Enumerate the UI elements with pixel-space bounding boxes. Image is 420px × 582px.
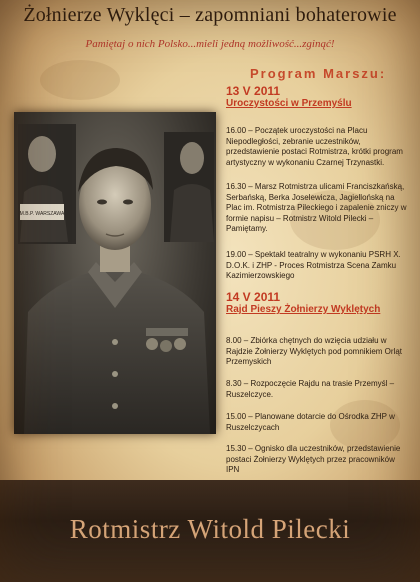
day-2-title: Rajd Pieszy Żołnierzy Wyklętych (226, 304, 381, 315)
mugshot-face (28, 136, 56, 172)
day-1-date: 13 V 2011 (226, 84, 281, 98)
medal (160, 340, 172, 352)
poster-title: Żołnierze Wyklęci – zapomniani bohaterowie (23, 4, 397, 26)
day-1-title: Uroczystości w Przemyślu (226, 98, 352, 109)
portrait-illustration (14, 112, 216, 434)
uniform-button (112, 339, 118, 345)
day-2-entry-3: 15.00 – Planowane dotarcie do Ośrodka ZHP w Ruszelczycach (226, 412, 395, 432)
footer-name: Rotmistrz Witold Pilecki (69, 514, 351, 544)
medal (174, 338, 186, 350)
uniform-button (112, 403, 118, 409)
day-2-entry-4: 15.30 – Ognisko dla uczestników, przedstawienie postaci Żołnierzy Wyklętych przez pracowników IPN (226, 444, 401, 475)
right-eye (123, 200, 133, 205)
program-heading: Program Marszu: (250, 66, 387, 81)
day-2-entry-1: 8.00 – Zbiórka chętnych do wzięcia udziału w Rajdzie Żołnierzy Wyklętych pod pomnikiem Orląt Przemyskich (226, 336, 402, 367)
day-1-entry-1: 16.00 – Początek uroczystości na Placu Niepodległości, zebranie uczestników, przedstawienie postaci Rotmistrza, krótki program artystyczny w wykonaniu Czarnej Trzynastki. (226, 126, 403, 167)
uniform-button (112, 371, 118, 377)
portrait-photo (14, 112, 216, 434)
left-eye (97, 200, 107, 205)
medal (146, 338, 158, 350)
poster-subtitle: Pamiętaj o nich Polsko...mieli jedną możliwość...zginąć! (85, 38, 335, 50)
mugshot-placard-text: M.B.P. WARSZAWA (19, 211, 65, 217)
paper-stain (40, 60, 120, 100)
day-2-entry-2: 8.30 – Rozpoczęcie Rajdu na trasie Przemyśl – Ruszelczyce. (226, 379, 395, 399)
mugshot-profile-body (170, 184, 214, 242)
day-1-entry-2: 16.30 – Marsz Rotmistrza ulicami Franciszkańską, Serbańską, Berka Joselewicza, Jagiellońską na Plac im. Rotmistrza Pileckiego i zapalenie zniczy w formie napisu – Rotmistrz Witold Pilecki – Pamiętamy. (226, 182, 407, 234)
day-2-date: 14 V 2011 (226, 290, 281, 304)
day-1-entry-3: 19.00 – Spektakl teatralny w wykonaniu PSRH X. D.O.K. i ZHP - Proces Rotmistrza Scena Zamku Kazimierzowskiego (226, 250, 401, 281)
mugshot-profile-face (180, 142, 204, 174)
medal-ribbons (146, 328, 188, 336)
